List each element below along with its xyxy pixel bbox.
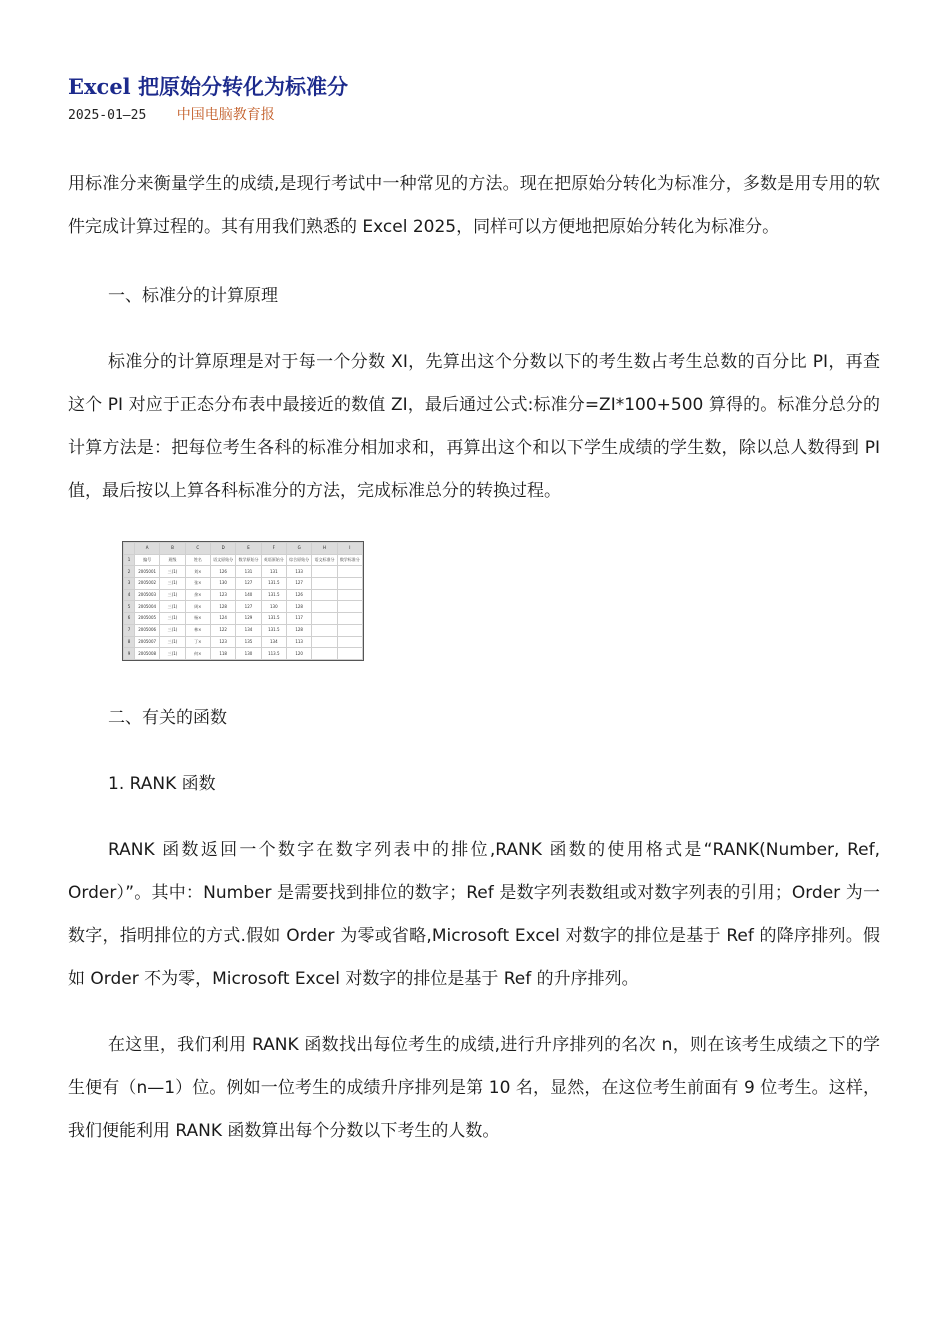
spreadsheet-cell: 三(1) — [160, 636, 185, 648]
spreadsheet-cell: 118 — [210, 648, 235, 660]
spreadsheet-cell: 134 — [261, 636, 286, 648]
spreadsheet-cell: 123 — [210, 636, 235, 648]
spreadsheet-cell — [312, 613, 337, 625]
spreadsheet-cell: 班级 — [160, 554, 185, 566]
spreadsheet-cell — [312, 589, 337, 601]
spreadsheet-cell: 134 — [236, 624, 261, 636]
section-heading-functions: 二、有关的函数 — [108, 708, 227, 728]
spreadsheet-cell: 135 — [236, 636, 261, 648]
spreadsheet-cell — [312, 601, 337, 613]
spreadsheet-cell: 129 — [236, 613, 261, 625]
article-title: Excel 把原始分转化为标准分 — [68, 74, 348, 99]
spreadsheet-cell: 2005001 — [135, 566, 160, 578]
spreadsheet-cell: 131.5 — [261, 578, 286, 590]
spreadsheet-row — [124, 601, 363, 613]
spreadsheet-row — [124, 624, 363, 636]
spreadsheet-cell: 127 — [236, 601, 261, 613]
spreadsheet-cell: 三(1) — [160, 589, 185, 601]
spreadsheet-cell: 数学标准分 — [337, 554, 362, 566]
spreadsheet-cell: 张× — [185, 578, 210, 590]
row-number-cell: 9 — [124, 648, 135, 660]
section-heading-principle: 一、标准分的计算原理 — [108, 286, 278, 306]
spreadsheet-cell: 131 — [261, 566, 286, 578]
row-number-cell: 2 — [124, 566, 135, 578]
spreadsheet-cell — [337, 566, 362, 578]
row-number-cell: 6 — [124, 613, 135, 625]
principle-paragraph: 标准分的计算原理是对于每一个分数 XI，先算出这个分数以下的考生数占考生总数的百分比 PI，再查这个 PI 对应于正态分布表中最接近的数值 ZI，最后通过公式:标准分=ZI*100+500 算得的。标准分总分的计算方法是：把每位考生各科的标准分相加求和，再算出这个和以下学生成绩的学生数，除以总人数得到 PI 值，最后按以上算各科标准分的方法，完成标准总分的转换过程。 — [68, 352, 880, 501]
spreadsheet-cell: 三(1) — [160, 624, 185, 636]
spreadsheet-cell — [312, 648, 337, 660]
spreadsheet-cell: 122 — [210, 624, 235, 636]
spreadsheet-cell — [312, 578, 337, 590]
spreadsheet-row — [124, 554, 363, 566]
spreadsheet-cell: 130 — [261, 601, 286, 613]
article-meta — [68, 104, 880, 127]
spreadsheet-row — [124, 566, 363, 578]
column-header-cell: H — [312, 543, 337, 555]
spreadsheet-cell: 127 — [236, 578, 261, 590]
spreadsheet-cell — [337, 589, 362, 601]
spreadsheet-cell: 126 — [286, 589, 311, 601]
spreadsheet-cell: 周× — [185, 601, 210, 613]
spreadsheet-cell: 126 — [210, 566, 235, 578]
column-header-cell: C — [185, 543, 210, 555]
spreadsheet-cell: 128 — [286, 601, 311, 613]
spreadsheet-row — [124, 589, 363, 601]
spreadsheet-cell: 131.5 — [261, 613, 286, 625]
column-header-cell: B — [160, 543, 185, 555]
spreadsheet-cell — [337, 624, 362, 636]
spreadsheet-cell: 124 — [210, 613, 235, 625]
rank-example-paragraph: 在这里，我们利用 RANK 函数找出每位考生的成绩,进行升序排列的名次 n，则在该考生成绩之下的学生便有（n—1）位。例如一位考生的成绩升序排列是第 10 名，显然，在这位考生前面有 9 位考生。这样，我们便能利用 RANK 函数算出每个分数以下考生的人数。 — [68, 1035, 880, 1141]
spreadsheet-cell: 133 — [286, 566, 311, 578]
spreadsheet-cell: 130 — [236, 648, 261, 660]
column-header-cell: F — [261, 543, 286, 555]
spreadsheet-cell: 何× — [185, 648, 210, 660]
column-header-cell: A — [135, 543, 160, 555]
spreadsheet-cell: 131 — [236, 566, 261, 578]
subsection-heading-rank: 1. RANK 函数 — [108, 774, 216, 794]
spreadsheet-cell: 杨× — [185, 613, 210, 625]
spreadsheet-cell: 姓名 — [185, 554, 210, 566]
column-header-cell: D — [210, 543, 235, 555]
spreadsheet-cell: 128 — [210, 601, 235, 613]
spreadsheet-cell — [337, 636, 362, 648]
row-number-cell: 7 — [124, 624, 135, 636]
spreadsheet-cell: 2005002 — [135, 578, 160, 590]
spreadsheet-cell: 2005005 — [135, 613, 160, 625]
spreadsheet-cell: 丁× — [185, 636, 210, 648]
spreadsheet-cell: 140 — [236, 589, 261, 601]
spreadsheet-cell — [337, 601, 362, 613]
spreadsheet-cell: 130 — [210, 578, 235, 590]
row-number-cell: 5 — [124, 601, 135, 613]
spreadsheet-cell: 2005004 — [135, 601, 160, 613]
column-header-cell: E — [236, 543, 261, 555]
spreadsheet-cell: 三(1) — [160, 613, 185, 625]
spreadsheet-row — [124, 636, 363, 648]
rank-description-paragraph: RANK 函数返回一个数字在数字列表中的排位,RANK 函数的使用格式是“RANK(Number, Ref, Order）”。其中：Number 是需要找到排位的数字；Ref 是数字列表数组或对数字列表的引用；Order 为一数字，指明排位的方式.假如 Order 为零或省略,Microsoft Excel 对数字的排位是基于 Ref 的降序排列。假如 Order 不为零，Microsoft Excel 对数字的排位是基于 Ref 的升序排列。 — [68, 840, 880, 989]
spreadsheet-cell: 三(1) — [160, 648, 185, 660]
spreadsheet-cell: 刘× — [185, 566, 210, 578]
spreadsheet-cell: 113 — [286, 636, 311, 648]
spreadsheet-column-header-row — [124, 543, 363, 555]
column-header-cell — [124, 543, 135, 555]
spreadsheet-cell: 语文原始分 — [210, 554, 235, 566]
spreadsheet-cell: 127 — [286, 578, 311, 590]
spreadsheet-cell — [312, 636, 337, 648]
spreadsheet-cell: 117 — [286, 613, 311, 625]
spreadsheet-cell: 2005003 — [135, 589, 160, 601]
spreadsheet-row — [124, 578, 363, 590]
article — [68, 72, 880, 1153]
article-source[interactable]: 中国电脑教育报 — [176, 107, 275, 123]
row-number-cell: 8 — [124, 636, 135, 648]
spreadsheet-cell — [337, 613, 362, 625]
spreadsheet-cell: 综合原始分 — [286, 554, 311, 566]
spreadsheet-cell: 113.5 — [261, 648, 286, 660]
spreadsheet-cell: 128 — [286, 624, 311, 636]
spreadsheet-cell: 林× — [185, 624, 210, 636]
spreadsheet-figure — [122, 541, 364, 661]
spreadsheet-table — [123, 542, 363, 660]
spreadsheet-cell: 英语原始分 — [261, 554, 286, 566]
publish-date: 2025-01—25 — [68, 108, 147, 123]
spreadsheet-cell — [312, 624, 337, 636]
spreadsheet-cell — [337, 648, 362, 660]
spreadsheet-cell: 三(1) — [160, 578, 185, 590]
spreadsheet-cell: 三(1) — [160, 566, 185, 578]
spreadsheet-cell — [312, 566, 337, 578]
spreadsheet-cell: 123 — [210, 589, 235, 601]
spreadsheet-cell: 2005008 — [135, 648, 160, 660]
spreadsheet-row — [124, 648, 363, 660]
spreadsheet-cell: 语文标准分 — [312, 554, 337, 566]
spreadsheet-cell: 131.5 — [261, 624, 286, 636]
row-number-cell: 3 — [124, 578, 135, 590]
spreadsheet-cell: 120 — [286, 648, 311, 660]
row-number-cell: 1 — [124, 554, 135, 566]
spreadsheet-cell: 131.5 — [261, 589, 286, 601]
spreadsheet-cell: 2005006 — [135, 624, 160, 636]
spreadsheet-cell: 余× — [185, 589, 210, 601]
column-header-cell: I — [337, 543, 362, 555]
spreadsheet-cell — [337, 578, 362, 590]
intro-paragraph: 用标准分来衡量学生的成绩,是现行考试中一种常见的方法。现在把原始分转化为标准分，多数是用专用的软件完成计算过程的。其有用我们熟悉的 Excel 2025，同样可以方便地把原始分转化为标准分。 — [68, 174, 880, 237]
spreadsheet-cell: 三(1) — [160, 601, 185, 613]
spreadsheet-cell: 2005007 — [135, 636, 160, 648]
spreadsheet-cell: 编号 — [135, 554, 160, 566]
spreadsheet-cell: 数学原始分 — [236, 554, 261, 566]
spreadsheet-row — [124, 613, 363, 625]
row-number-cell: 4 — [124, 589, 135, 601]
column-header-cell: G — [286, 543, 311, 555]
